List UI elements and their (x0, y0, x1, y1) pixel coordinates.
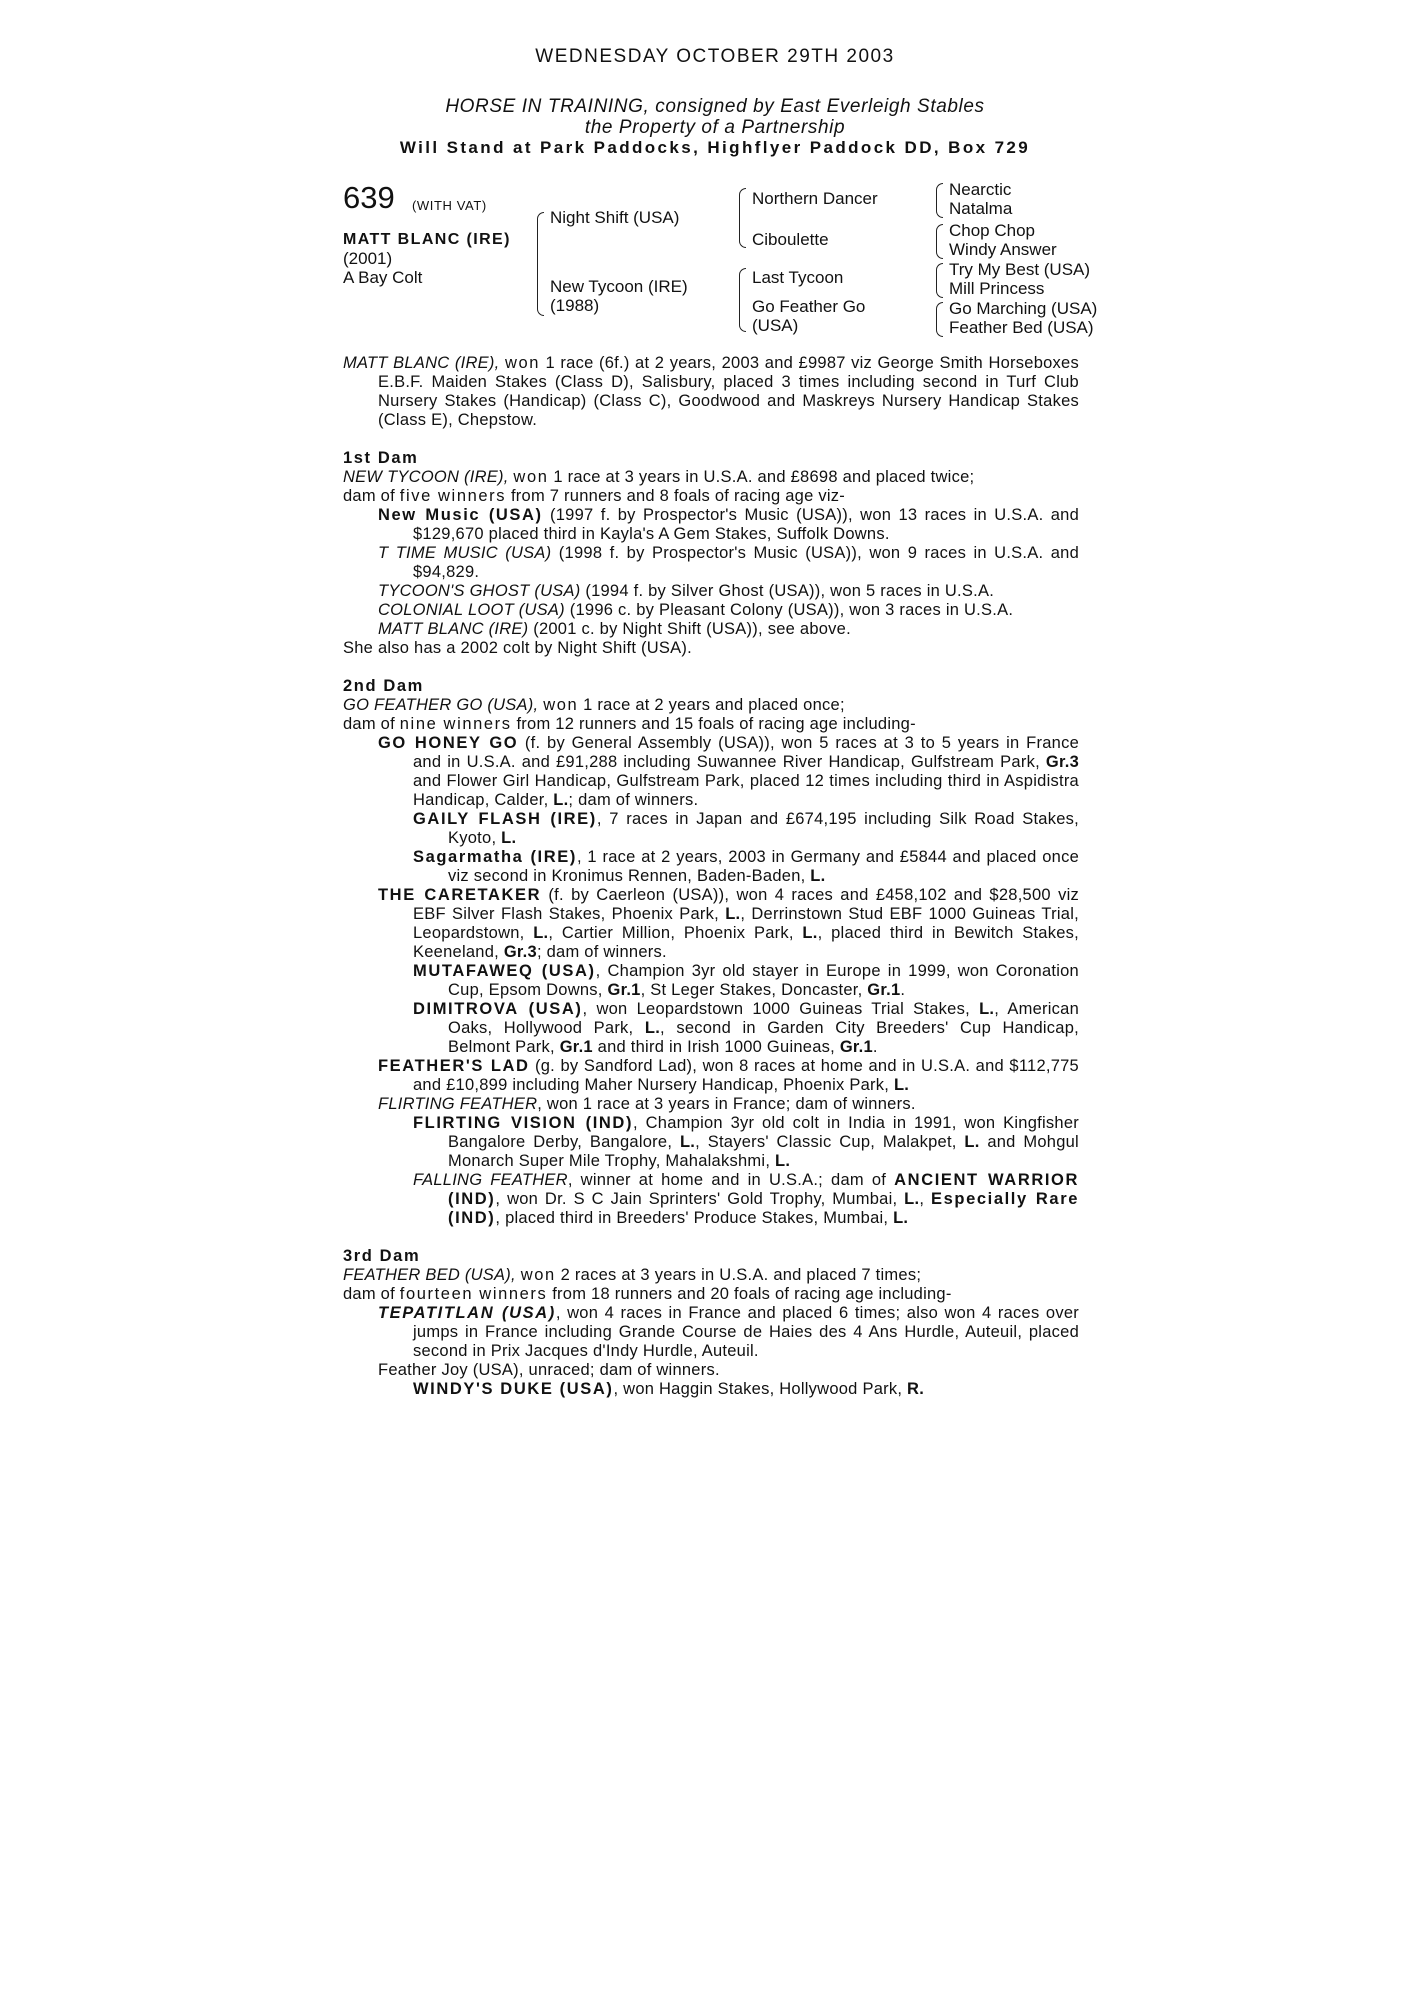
list-item: COLONIAL LOOT (USA) (1996 c. by Pleasant Colony (USA)), won 3 races in U.S.A. (378, 601, 1014, 619)
list-item: TYCOON'S GHOST (USA) (1994 f. by Silver Ghost (USA)), won 5 races in U.S.A. (378, 582, 995, 600)
lot-number: 639 (343, 180, 395, 215)
list-item: WINDY'S DUKE (USA), won Haggin Stakes, Hollywood Park, R. (413, 1380, 925, 1398)
stand-line: Will Stand at Park Paddocks, Highflyer Paddock DD, Box 729 (399, 138, 1031, 157)
first-dam-record: NEW TYCOON (IRE), won 1 race at 3 years in U.S.A. and £8698 and placed twice; (343, 468, 975, 486)
dam-sire: Last Tycoon (752, 268, 844, 287)
gg-sire-3: Try My Best (USA) (949, 260, 1091, 279)
gg-dam-1: Natalma (949, 199, 1013, 218)
pedigree-brace-g4 (936, 302, 943, 337)
list-item: FALLING FEATHER, winner at home and in U.S.A.; dam of ANCIENT WARRIOR (IND), won Dr. S C Jain Sprinters' Gold Trophy, Mumbai, L., Especially Rare (IND), placed third in Breeders' Produce Stakes, Mumbai, L. (413, 1171, 1080, 1227)
list-item: FEATHER'S LAD (g. by Sandford Lad), won 8 races at home and in U.S.A. and $112,775 and £10,899 including Maher Nursery Handicap, Phoenix Park, L. (378, 1057, 1079, 1094)
dam-year: (1988) (550, 296, 600, 315)
pedigree-brace-main (537, 212, 544, 316)
list-item: FLIRTING FEATHER, won 1 race at 3 years in France; dam of winners. (378, 1095, 916, 1113)
list-item: GO HONEY GO (f. by General Assembly (USA)), won 5 races at 3 to 5 years in France and in U.S.A. and £91,288 including Suwannee River Handicap, Gulfstream Park, Gr.3 and Flower Girl Handicap, Gulfstream Park, placed 12 times including third in Aspidistra Handicap, Calder, L.; dam of winners. (378, 734, 1080, 809)
third-dam-heading: 3rd Dam (343, 1247, 421, 1265)
sire-dam: Ciboulette (752, 230, 829, 249)
second-dam-heading: 2nd Dam (343, 677, 424, 695)
pedigree-brace-g2 (936, 224, 943, 259)
list-item: Sagarmatha (IRE), 1 race at 2 years, 2003 in Germany and £5844 and placed once viz second in Kronimus Rennen, Baden-Baden, L. (413, 848, 1079, 885)
sale-date: WEDNESDAY OCTOBER 29TH 2003 (535, 46, 895, 67)
third-dam-record: FEATHER BED (USA), won 2 races at 3 years in U.S.A. and placed 7 times; (343, 1266, 922, 1284)
dam-dam-country: (USA) (752, 316, 799, 335)
list-item: DIMITROVA (USA), won Leopardstown 1000 Guineas Trial Stakes, L., American Oaks, Hollywood Park, L., second in Garden City Breeders' Cup Handicap, Belmont Park, Gr.1 and third in Irish 1000 Guineas, Gr.1. (413, 1000, 1080, 1056)
consignment-line: HORSE IN TRAINING, consigned by East Everleigh Stables (445, 96, 985, 117)
horse-description: A Bay Colt (343, 268, 423, 287)
pedigree-brace-sire (739, 188, 746, 248)
horse-name: MATT BLANC (IRE) (343, 231, 511, 248)
third-dam-produce-summary: dam of fourteen winners from 18 runners and 20 foals of racing age including- (343, 1285, 952, 1303)
gg-dam-3: Mill Princess (949, 279, 1045, 298)
second-dam-record: GO FEATHER GO (USA), won 1 race at 2 years and placed once; (343, 696, 845, 714)
list-item: GAILY FLASH (IRE), 7 races in Japan and £674,195 including Silk Road Stakes, Kyoto, L. (413, 810, 1079, 847)
gg-dam-4: Feather Bed (USA) (949, 318, 1094, 337)
gg-sire-1: Nearctic (949, 180, 1012, 199)
list-item: MUTAFAWEQ (USA), Champion 3yr old stayer in Europe in 1999, won Coronation Cup, Epsom Downs, Gr.1, St Leger Stakes, Doncaster, Gr.1. (413, 962, 1079, 999)
list-item: THE CARETAKER (f. by Caerleon (USA)), won 4 races and £458,102 and $28,500 viz EBF Silver Flash Stakes, Phoenix Park, L., Derrinstown Stud EBF 1000 Guineas Trial, Leopardstown, L., Cartier Million, Phoenix Park, L., placed third in Bewitch Stakes, Keeneland, Gr.3; dam of winners. (378, 886, 1079, 961)
gg-sire-2: Chop Chop (949, 221, 1036, 240)
pedigree-brace-g3 (936, 263, 943, 298)
vat-note: (WITH VAT) (412, 198, 487, 213)
list-item: MATT BLANC (IRE) (2001 c. by Night Shift (USA)), see above. (378, 620, 851, 638)
first-dam-heading: 1st Dam (343, 449, 419, 467)
catalogue-body (343, 354, 1079, 1399)
dam-dam: Go Feather Go (752, 297, 866, 316)
sire-sire: Northern Dancer (752, 189, 878, 208)
list-item: FLIRTING VISION (IND), Champion 3yr old colt in India in 1991, won Kingfisher Bangalore Derby, Bangalore, L., Stayers' Classic Cup, Malakpet, L. and Mohgul Monarch Super Mile Trophy, Mahalakshmi, L. (413, 1114, 1079, 1170)
second-dam-produce-summary: dam of nine winners from 12 runners and 15 foals of racing age including- (343, 715, 916, 733)
list-item: T TIME MUSIC (USA) (1998 f. by Prospector's Music (USA)), won 9 races in U.S.A. and $94,829. (378, 544, 1080, 581)
sire: Night Shift (USA) (550, 208, 680, 227)
pedigree-brace-dam (739, 268, 746, 332)
gg-sire-4: Go Marching (USA) (949, 299, 1098, 318)
dam: New Tycoon (IRE) (550, 277, 688, 296)
list-item: New Music (USA) (1997 f. by Prospector's Music (USA)), won 13 races in U.S.A. and $129,670 placed third in Kayla's A Gem Stakes, Suffolk Downs. (378, 506, 1080, 543)
first-dam-produce-summary: dam of five winners from 7 runners and 8 foals of racing age viz- (343, 487, 846, 505)
gg-dam-2: Windy Answer (949, 240, 1057, 259)
horse-year: (2001) (343, 249, 393, 268)
property-line: the Property of a Partnership (584, 117, 846, 138)
race-record: MATT BLANC (IRE), won 1 race (6f.) at 2 years, 2003 and £9987 viz George Smith Horseboxes E.B.F. Maiden Stakes (Class D), Salisbury, placed 3 times including second in Turf Club Nursery Stakes (Handicap) (Class C), Goodwood and Maskreys Nursery Handicap Stakes (Class E), Chepstow. (343, 354, 1079, 429)
list-item: Feather Joy (USA), unraced; dam of winners. (378, 1361, 720, 1379)
first-dam-note: She also has a 2002 colt by Night Shift (USA). (343, 639, 693, 657)
list-item: TEPATITLAN (USA), won 4 races in France and placed 6 times; also won 4 races over jumps in France including Grande Course de Haies des 4 Ans Hurdle, Auteuil, placed second in Prix Jacques d'Indy Hurdle, Auteuil. (378, 1304, 1080, 1360)
pedigree-brace-g1 (936, 183, 943, 218)
